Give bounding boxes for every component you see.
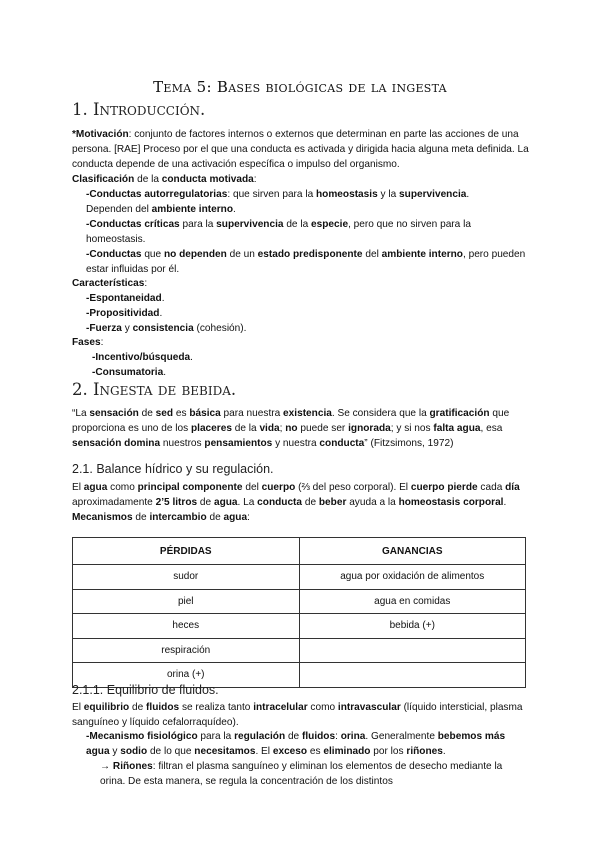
paragraph-motivacion: *Motivación: conjunto de factores internos o externos que determinan en parte las acciones de una persona. [RAE] Proceso por el que una conducta es activada y dirigida hacia alguna meta definida. La conducta depende de una activación específica o impulso del organismo. [72,129,529,171]
table-header-perdidas: PÉRDIDAS [73,538,300,565]
paragraph-equilibrio: El equilibrio de fluidos se realiza tanto intracelular como intravascular (líquido intersticial, plasma sanguíneo y líquido cefalorraquídeo). [72,702,523,729]
table-header-ganancias: GANANCIAS [299,538,526,565]
list-item-criticas: -Conductas críticas para la supervivencia de la especie, pero que no sirven para la homeostasis. [86,219,471,246]
table-row [73,589,526,614]
list-item-consumatoria: -Consumatoria. [92,367,167,378]
water-exchange-table [72,537,526,688]
table-cell: respiración [73,638,300,663]
list-item-rinones: → Riñones: filtran el plasma sanguíneo y eliminan los elementos de desecho mediante la orina. De esta manera, se regula la concentración de los distintos [100,761,503,788]
table-cell: orina (+) [73,663,300,688]
list-item-no-dependen: -Conductas que no dependen de un estado predisponente del ambiente interno, pero pueden estar influidas por él. [86,249,526,276]
table-cell: heces [73,614,300,639]
caracteristicas-heading: Características: [72,278,148,289]
table-cell: bebida (+) [299,614,526,639]
table-cell: agua por oxidación de alimentos [299,565,526,590]
arrow-icon: → [100,761,113,772]
fases-heading: Fases: [72,337,104,348]
table-cell: piel [73,589,300,614]
list-item-espontaneidad: -Espontaneidad. [86,293,165,304]
table-header-row [73,538,526,565]
list-item-autorregulatorias-cont: Dependen del ambiente interno. [86,204,236,215]
list-item-mecanismo: -Mecanismo fisiológico para la regulación de fluidos: orina. Generalmente bebemos más agua y sodio de lo que necesitamos. El exceso es eliminado por los riñones. [86,731,506,758]
list-item-propositividad: -Propositividad. [86,308,163,319]
paragraph-balance: El agua como principal componente del cuerpo (⅔ del peso corporal). El cuerpo pierde cada día aproximadamente 2’5 litros de agua. La conducta de beber ayuda a la homeostasis corporal. Mecanismos de intercambio de agua: [72,482,520,524]
list-item-fuerza: -Fuerza y consistencia (cohesión). [86,323,247,334]
table-row [73,614,526,639]
subsection-heading-balance: 2.1. Balance hídrico y su regulación. [72,462,274,476]
table-row [73,565,526,590]
table-row [73,638,526,663]
table-cell [299,663,526,688]
section-heading-ingesta-bebida: 2. Ingesta de bebida. [72,380,237,399]
paragraph-quote: “La sensación de sed es básica para nuestra existencia. Se considera que la gratificación que proporciona es uno de los placeres de la vida; no puede ser ignorada; y si nos falta agua, esa sensación domina nuestros pensamientos y nuestra conducta” (Fitzsimons, 1972) [72,408,510,450]
table-cell: sudor [73,565,300,590]
list-item-autorregulatorias: -Conductas autorregulatorias: que sirven para la homeostasis y la supervivencia. [86,189,470,200]
table-cell: agua en comidas [299,589,526,614]
page-title: Tema 5: Bases biológicas de la ingesta [153,78,447,96]
table-cell [299,638,526,663]
section-heading-introduccion: 1. Introducción. [72,100,206,119]
list-item-incentivo: -Incentivo/búsqueda. [92,352,193,363]
subsection-heading-equilibrio: 2.1.1. Equilibrio de fluidos. [72,683,219,697]
clasificacion-heading: Clasificación de la conducta motivada: [72,174,257,185]
